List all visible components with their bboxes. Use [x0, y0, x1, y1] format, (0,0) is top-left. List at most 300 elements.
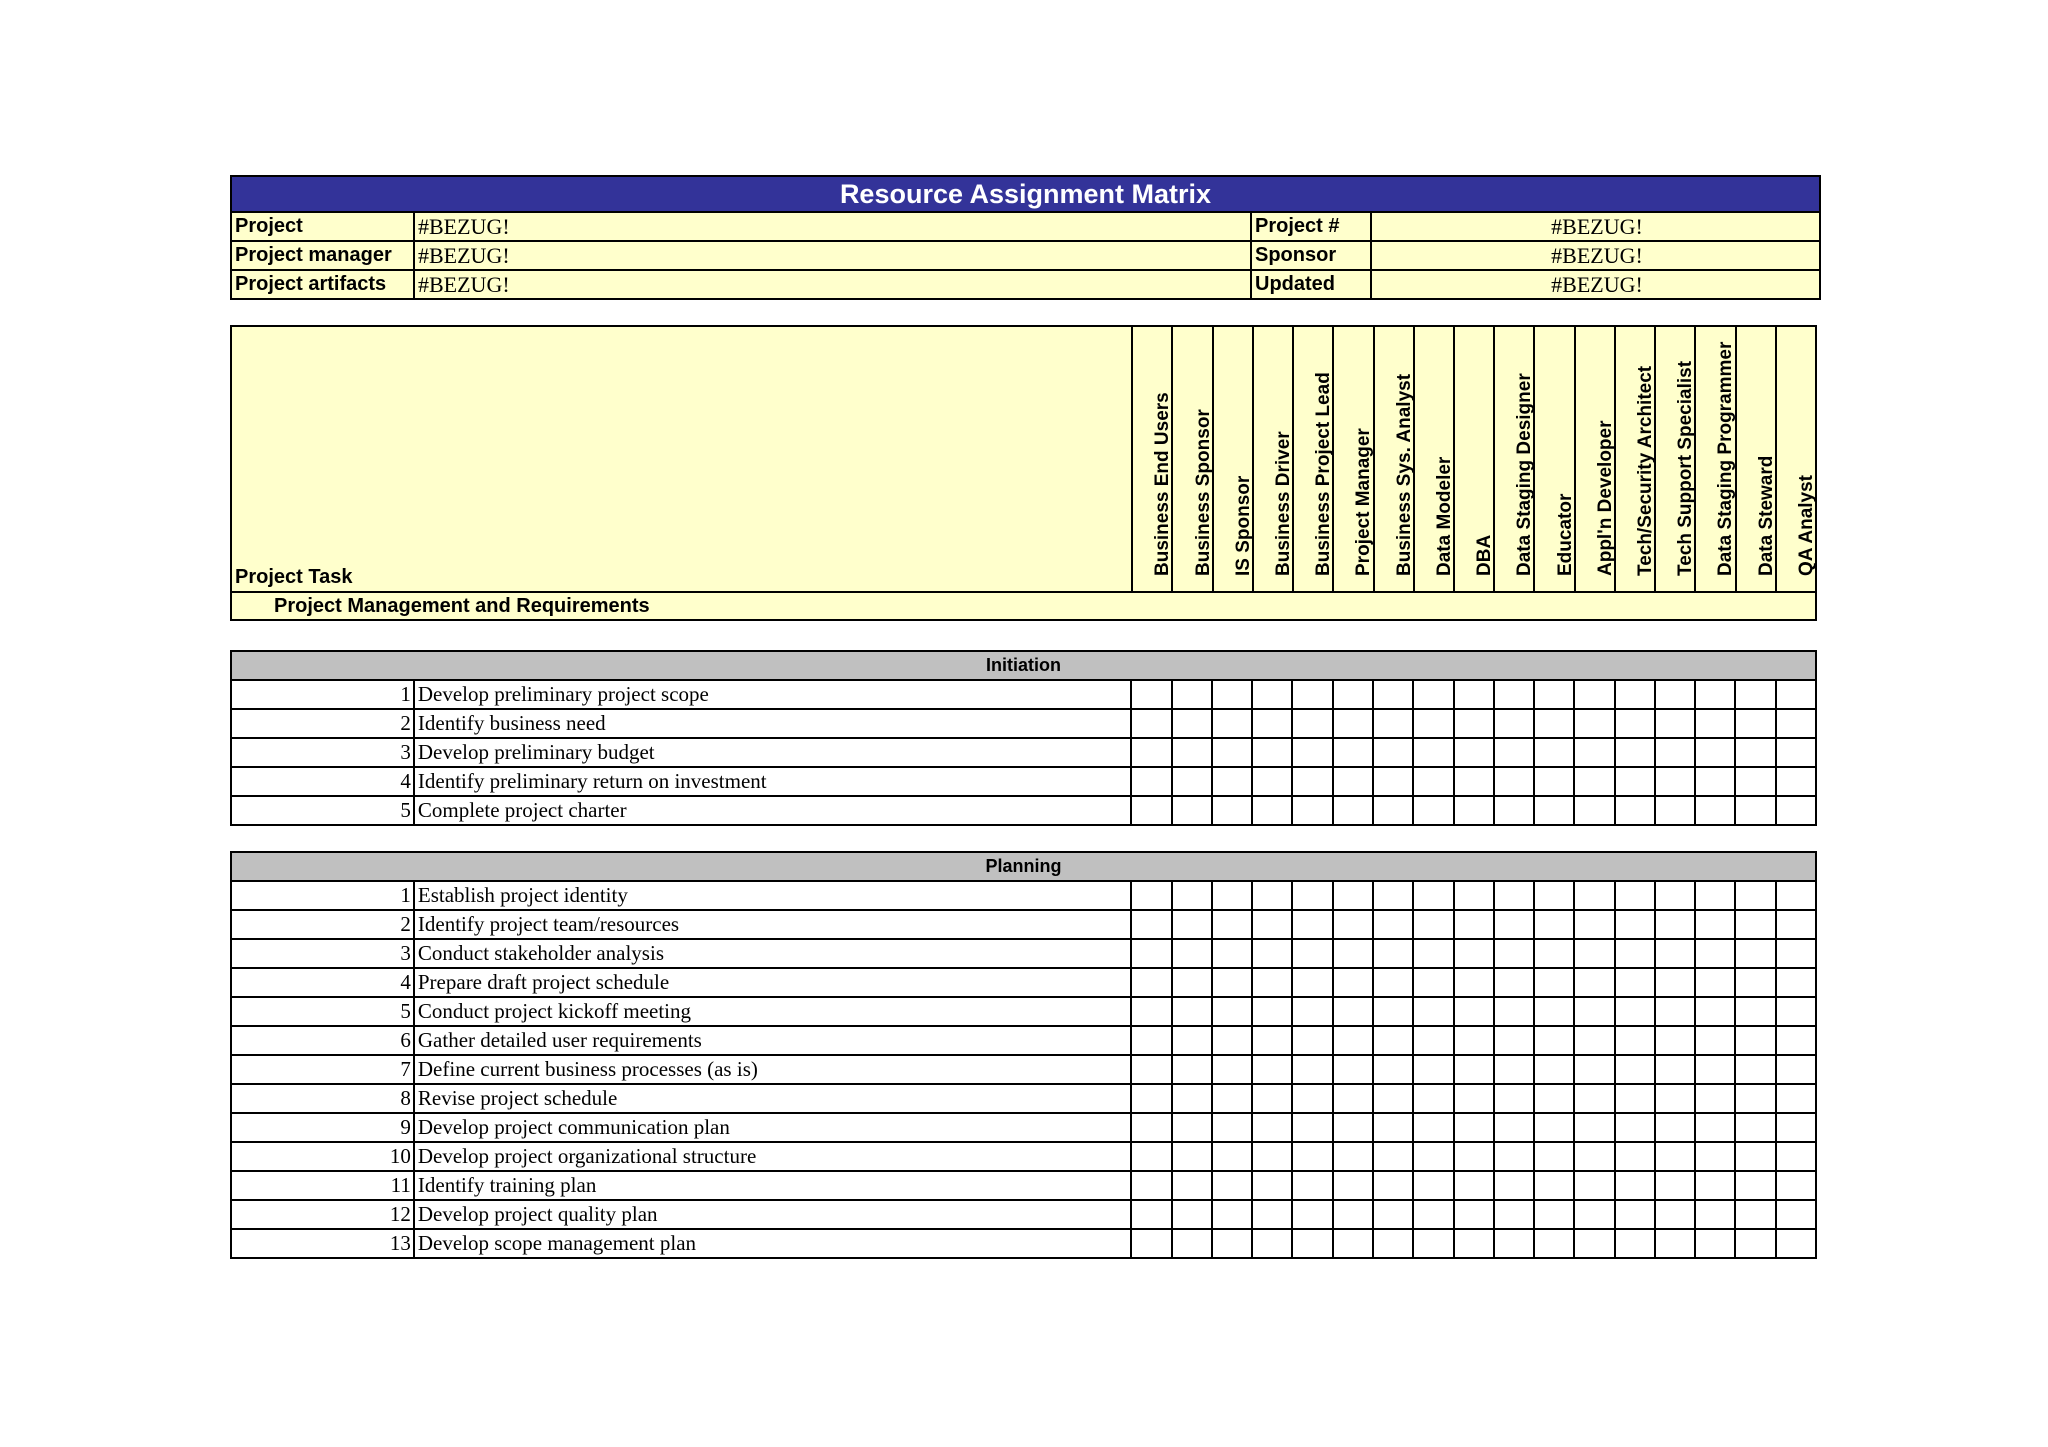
- assignment-cell[interactable]: [1694, 710, 1734, 737]
- assignment-cell[interactable]: [1251, 1114, 1291, 1141]
- assignment-cell[interactable]: [1573, 940, 1613, 967]
- assignment-cell[interactable]: [1412, 710, 1452, 737]
- assignment-cell[interactable]: [1493, 998, 1533, 1025]
- assignment-cell[interactable]: [1130, 739, 1170, 766]
- assignment-cell[interactable]: [1694, 797, 1734, 824]
- assignment-cell[interactable]: [1694, 1143, 1734, 1170]
- assignment-cell[interactable]: [1734, 1230, 1774, 1257]
- assignment-cell[interactable]: [1251, 998, 1291, 1025]
- assignment-cell[interactable]: [1291, 911, 1331, 938]
- assignment-cell[interactable]: [1573, 1114, 1613, 1141]
- assignment-cell[interactable]: [1251, 797, 1291, 824]
- assignment-cell[interactable]: [1453, 1172, 1493, 1199]
- assignment-cell[interactable]: [1614, 969, 1654, 996]
- assignment-cell[interactable]: [1372, 1114, 1412, 1141]
- assignment-cell[interactable]: [1614, 1143, 1654, 1170]
- assignment-cell[interactable]: [1493, 1230, 1533, 1257]
- assignment-cell[interactable]: [1171, 681, 1211, 708]
- assignment-cell[interactable]: [1533, 739, 1573, 766]
- assignment-cell[interactable]: [1694, 1172, 1734, 1199]
- info-value[interactable]: #BEZUG!: [415, 242, 1252, 269]
- assignment-cell[interactable]: [1493, 1027, 1533, 1054]
- assignment-cell[interactable]: [1332, 1027, 1372, 1054]
- assignment-cell[interactable]: [1291, 710, 1331, 737]
- assignment-cell[interactable]: [1533, 1056, 1573, 1083]
- assignment-cell[interactable]: [1775, 1114, 1815, 1141]
- assignment-cell[interactable]: [1453, 969, 1493, 996]
- assignment-cell[interactable]: [1734, 681, 1774, 708]
- assignment-cell[interactable]: [1694, 1114, 1734, 1141]
- assignment-cell[interactable]: [1734, 1056, 1774, 1083]
- assignment-cell[interactable]: [1573, 911, 1613, 938]
- assignment-cell[interactable]: [1453, 1027, 1493, 1054]
- assignment-cell[interactable]: [1130, 1230, 1170, 1257]
- assignment-cell[interactable]: [1251, 1201, 1291, 1228]
- assignment-cell[interactable]: [1171, 797, 1211, 824]
- assignment-cell[interactable]: [1372, 1172, 1412, 1199]
- assignment-cell[interactable]: [1332, 739, 1372, 766]
- assignment-cell[interactable]: [1734, 969, 1774, 996]
- assignment-cell[interactable]: [1775, 1201, 1815, 1228]
- assignment-cell[interactable]: [1251, 882, 1291, 909]
- assignment-cell[interactable]: [1614, 1027, 1654, 1054]
- assignment-cell[interactable]: [1614, 1085, 1654, 1112]
- assignment-cell[interactable]: [1251, 1085, 1291, 1112]
- assignment-cell[interactable]: [1251, 1027, 1291, 1054]
- assignment-cell[interactable]: [1130, 710, 1170, 737]
- assignment-cell[interactable]: [1573, 797, 1613, 824]
- assignment-cell[interactable]: [1775, 940, 1815, 967]
- assignment-cell[interactable]: [1412, 1172, 1452, 1199]
- assignment-cell[interactable]: [1130, 1114, 1170, 1141]
- assignment-cell[interactable]: [1332, 1114, 1372, 1141]
- assignment-cell[interactable]: [1654, 882, 1694, 909]
- assignment-cell[interactable]: [1453, 882, 1493, 909]
- assignment-cell[interactable]: [1211, 998, 1251, 1025]
- assignment-cell[interactable]: [1775, 911, 1815, 938]
- assignment-cell[interactable]: [1251, 940, 1291, 967]
- assignment-cell[interactable]: [1291, 1230, 1331, 1257]
- assignment-cell[interactable]: [1171, 1085, 1211, 1112]
- assignment-cell[interactable]: [1493, 739, 1533, 766]
- assignment-cell[interactable]: [1573, 768, 1613, 795]
- assignment-cell[interactable]: [1372, 797, 1412, 824]
- assignment-cell[interactable]: [1614, 1114, 1654, 1141]
- assignment-cell[interactable]: [1533, 710, 1573, 737]
- assignment-cell[interactable]: [1211, 1201, 1251, 1228]
- assignment-cell[interactable]: [1614, 940, 1654, 967]
- assignment-cell[interactable]: [1493, 1143, 1533, 1170]
- assignment-cell[interactable]: [1734, 797, 1774, 824]
- assignment-cell[interactable]: [1734, 768, 1774, 795]
- assignment-cell[interactable]: [1251, 681, 1291, 708]
- assignment-cell[interactable]: [1453, 998, 1493, 1025]
- assignment-cell[interactable]: [1453, 940, 1493, 967]
- assignment-cell[interactable]: [1171, 882, 1211, 909]
- assignment-cell[interactable]: [1332, 768, 1372, 795]
- assignment-cell[interactable]: [1291, 882, 1331, 909]
- assignment-cell[interactable]: [1453, 1201, 1493, 1228]
- assignment-cell[interactable]: [1453, 739, 1493, 766]
- assignment-cell[interactable]: [1694, 1201, 1734, 1228]
- assignment-cell[interactable]: [1694, 998, 1734, 1025]
- assignment-cell[interactable]: [1291, 1201, 1331, 1228]
- assignment-cell[interactable]: [1533, 882, 1573, 909]
- assignment-cell[interactable]: [1573, 882, 1613, 909]
- assignment-cell[interactable]: [1453, 768, 1493, 795]
- assignment-cell[interactable]: [1614, 1172, 1654, 1199]
- assignment-cell[interactable]: [1775, 681, 1815, 708]
- assignment-cell[interactable]: [1775, 739, 1815, 766]
- info-value[interactable]: #BEZUG!: [1551, 272, 1643, 297]
- assignment-cell[interactable]: [1493, 1056, 1533, 1083]
- assignment-cell[interactable]: [1171, 739, 1211, 766]
- assignment-cell[interactable]: [1573, 710, 1613, 737]
- assignment-cell[interactable]: [1130, 998, 1170, 1025]
- assignment-cell[interactable]: [1493, 940, 1533, 967]
- assignment-cell[interactable]: [1573, 1201, 1613, 1228]
- assignment-cell[interactable]: [1453, 911, 1493, 938]
- assignment-cell[interactable]: [1291, 940, 1331, 967]
- assignment-cell[interactable]: [1130, 1201, 1170, 1228]
- assignment-cell[interactable]: [1654, 1027, 1694, 1054]
- assignment-cell[interactable]: [1211, 1056, 1251, 1083]
- assignment-cell[interactable]: [1654, 797, 1694, 824]
- assignment-cell[interactable]: [1614, 998, 1654, 1025]
- assignment-cell[interactable]: [1694, 1056, 1734, 1083]
- assignment-cell[interactable]: [1291, 1114, 1331, 1141]
- assignment-cell[interactable]: [1171, 1027, 1211, 1054]
- assignment-cell[interactable]: [1694, 768, 1734, 795]
- assignment-cell[interactable]: [1291, 1027, 1331, 1054]
- assignment-cell[interactable]: [1614, 768, 1654, 795]
- assignment-cell[interactable]: [1251, 710, 1291, 737]
- assignment-cell[interactable]: [1332, 1230, 1372, 1257]
- assignment-cell[interactable]: [1130, 797, 1170, 824]
- assignment-cell[interactable]: [1493, 1172, 1533, 1199]
- assignment-cell[interactable]: [1372, 1143, 1412, 1170]
- assignment-cell[interactable]: [1332, 940, 1372, 967]
- assignment-cell[interactable]: [1453, 1056, 1493, 1083]
- assignment-cell[interactable]: [1775, 768, 1815, 795]
- assignment-cell[interactable]: [1291, 998, 1331, 1025]
- assignment-cell[interactable]: [1171, 1114, 1211, 1141]
- assignment-cell[interactable]: [1453, 797, 1493, 824]
- assignment-cell[interactable]: [1332, 882, 1372, 909]
- assignment-cell[interactable]: [1130, 1027, 1170, 1054]
- info-value[interactable]: #BEZUG!: [415, 271, 1252, 298]
- assignment-cell[interactable]: [1291, 1172, 1331, 1199]
- assignment-cell[interactable]: [1694, 969, 1734, 996]
- assignment-cell[interactable]: [1533, 998, 1573, 1025]
- assignment-cell[interactable]: [1573, 739, 1613, 766]
- assignment-cell[interactable]: [1332, 998, 1372, 1025]
- assignment-cell[interactable]: [1130, 969, 1170, 996]
- assignment-cell[interactable]: [1533, 681, 1573, 708]
- assignment-cell[interactable]: [1372, 1056, 1412, 1083]
- assignment-cell[interactable]: [1453, 1085, 1493, 1112]
- assignment-cell[interactable]: [1412, 1143, 1452, 1170]
- assignment-cell[interactable]: [1211, 710, 1251, 737]
- assignment-cell[interactable]: [1694, 681, 1734, 708]
- assignment-cell[interactable]: [1372, 1230, 1412, 1257]
- assignment-cell[interactable]: [1171, 1143, 1211, 1170]
- assignment-cell[interactable]: [1734, 1201, 1774, 1228]
- assignment-cell[interactable]: [1734, 1027, 1774, 1054]
- assignment-cell[interactable]: [1734, 1143, 1774, 1170]
- assignment-cell[interactable]: [1171, 710, 1211, 737]
- assignment-cell[interactable]: [1614, 1230, 1654, 1257]
- assignment-cell[interactable]: [1372, 739, 1412, 766]
- assignment-cell[interactable]: [1614, 797, 1654, 824]
- assignment-cell[interactable]: [1130, 1056, 1170, 1083]
- assignment-cell[interactable]: [1372, 681, 1412, 708]
- assignment-cell[interactable]: [1332, 710, 1372, 737]
- assignment-cell[interactable]: [1533, 1085, 1573, 1112]
- assignment-cell[interactable]: [1775, 797, 1815, 824]
- assignment-cell[interactable]: [1412, 768, 1452, 795]
- assignment-cell[interactable]: [1130, 768, 1170, 795]
- assignment-cell[interactable]: [1412, 969, 1452, 996]
- assignment-cell[interactable]: [1775, 1172, 1815, 1199]
- assignment-cell[interactable]: [1332, 1056, 1372, 1083]
- assignment-cell[interactable]: [1372, 969, 1412, 996]
- assignment-cell[interactable]: [1734, 1085, 1774, 1112]
- assignment-cell[interactable]: [1775, 1143, 1815, 1170]
- assignment-cell[interactable]: [1694, 1230, 1734, 1257]
- assignment-cell[interactable]: [1211, 882, 1251, 909]
- assignment-cell[interactable]: [1493, 1201, 1533, 1228]
- assignment-cell[interactable]: [1775, 998, 1815, 1025]
- assignment-cell[interactable]: [1211, 768, 1251, 795]
- assignment-cell[interactable]: [1493, 882, 1533, 909]
- assignment-cell[interactable]: [1291, 768, 1331, 795]
- assignment-cell[interactable]: [1775, 969, 1815, 996]
- assignment-cell[interactable]: [1291, 1056, 1331, 1083]
- assignment-cell[interactable]: [1654, 1114, 1694, 1141]
- assignment-cell[interactable]: [1171, 998, 1211, 1025]
- assignment-cell[interactable]: [1654, 1143, 1694, 1170]
- assignment-cell[interactable]: [1533, 797, 1573, 824]
- assignment-cell[interactable]: [1251, 1143, 1291, 1170]
- assignment-cell[interactable]: [1291, 681, 1331, 708]
- assignment-cell[interactable]: [1291, 739, 1331, 766]
- assignment-cell[interactable]: [1211, 1114, 1251, 1141]
- assignment-cell[interactable]: [1694, 1085, 1734, 1112]
- assignment-cell[interactable]: [1493, 768, 1533, 795]
- assignment-cell[interactable]: [1372, 710, 1412, 737]
- assignment-cell[interactable]: [1734, 911, 1774, 938]
- assignment-cell[interactable]: [1654, 1056, 1694, 1083]
- assignment-cell[interactable]: [1412, 681, 1452, 708]
- assignment-cell[interactable]: [1372, 1201, 1412, 1228]
- assignment-cell[interactable]: [1453, 681, 1493, 708]
- info-value[interactable]: #BEZUG!: [1551, 243, 1643, 268]
- assignment-cell[interactable]: [1734, 998, 1774, 1025]
- assignment-cell[interactable]: [1251, 1172, 1291, 1199]
- assignment-cell[interactable]: [1654, 1230, 1694, 1257]
- assignment-cell[interactable]: [1533, 940, 1573, 967]
- assignment-cell[interactable]: [1694, 911, 1734, 938]
- assignment-cell[interactable]: [1130, 911, 1170, 938]
- assignment-cell[interactable]: [1372, 998, 1412, 1025]
- assignment-cell[interactable]: [1573, 998, 1613, 1025]
- assignment-cell[interactable]: [1775, 710, 1815, 737]
- assignment-cell[interactable]: [1412, 1027, 1452, 1054]
- assignment-cell[interactable]: [1614, 911, 1654, 938]
- assignment-cell[interactable]: [1734, 710, 1774, 737]
- assignment-cell[interactable]: [1453, 1143, 1493, 1170]
- assignment-cell[interactable]: [1211, 1085, 1251, 1112]
- assignment-cell[interactable]: [1332, 1085, 1372, 1112]
- assignment-cell[interactable]: [1453, 710, 1493, 737]
- assignment-cell[interactable]: [1412, 882, 1452, 909]
- assignment-cell[interactable]: [1130, 681, 1170, 708]
- assignment-cell[interactable]: [1251, 1230, 1291, 1257]
- assignment-cell[interactable]: [1614, 1201, 1654, 1228]
- assignment-cell[interactable]: [1171, 940, 1211, 967]
- assignment-cell[interactable]: [1614, 710, 1654, 737]
- assignment-cell[interactable]: [1332, 1201, 1372, 1228]
- assignment-cell[interactable]: [1775, 882, 1815, 909]
- assignment-cell[interactable]: [1291, 1143, 1331, 1170]
- assignment-cell[interactable]: [1734, 882, 1774, 909]
- assignment-cell[interactable]: [1332, 911, 1372, 938]
- assignment-cell[interactable]: [1412, 739, 1452, 766]
- assignment-cell[interactable]: [1211, 681, 1251, 708]
- assignment-cell[interactable]: [1734, 1172, 1774, 1199]
- assignment-cell[interactable]: [1573, 1085, 1613, 1112]
- assignment-cell[interactable]: [1694, 882, 1734, 909]
- assignment-cell[interactable]: [1734, 940, 1774, 967]
- assignment-cell[interactable]: [1533, 1230, 1573, 1257]
- assignment-cell[interactable]: [1573, 1056, 1613, 1083]
- assignment-cell[interactable]: [1291, 1085, 1331, 1112]
- assignment-cell[interactable]: [1533, 768, 1573, 795]
- assignment-cell[interactable]: [1694, 1027, 1734, 1054]
- assignment-cell[interactable]: [1412, 998, 1452, 1025]
- assignment-cell[interactable]: [1493, 681, 1533, 708]
- assignment-cell[interactable]: [1493, 1114, 1533, 1141]
- assignment-cell[interactable]: [1412, 940, 1452, 967]
- assignment-cell[interactable]: [1493, 1085, 1533, 1112]
- assignment-cell[interactable]: [1130, 1085, 1170, 1112]
- assignment-cell[interactable]: [1533, 1027, 1573, 1054]
- assignment-cell[interactable]: [1211, 797, 1251, 824]
- assignment-cell[interactable]: [1171, 768, 1211, 795]
- assignment-cell[interactable]: [1372, 768, 1412, 795]
- assignment-cell[interactable]: [1614, 739, 1654, 766]
- assignment-cell[interactable]: [1251, 1056, 1291, 1083]
- assignment-cell[interactable]: [1211, 1230, 1251, 1257]
- assignment-cell[interactable]: [1775, 1056, 1815, 1083]
- assignment-cell[interactable]: [1412, 911, 1452, 938]
- assignment-cell[interactable]: [1332, 681, 1372, 708]
- assignment-cell[interactable]: [1694, 739, 1734, 766]
- assignment-cell[interactable]: [1412, 1085, 1452, 1112]
- assignment-cell[interactable]: [1412, 1114, 1452, 1141]
- assignment-cell[interactable]: [1211, 911, 1251, 938]
- assignment-cell[interactable]: [1251, 969, 1291, 996]
- assignment-cell[interactable]: [1573, 1027, 1613, 1054]
- assignment-cell[interactable]: [1493, 710, 1533, 737]
- assignment-cell[interactable]: [1734, 739, 1774, 766]
- assignment-cell[interactable]: [1251, 911, 1291, 938]
- assignment-cell[interactable]: [1412, 1230, 1452, 1257]
- assignment-cell[interactable]: [1694, 940, 1734, 967]
- assignment-cell[interactable]: [1332, 797, 1372, 824]
- assignment-cell[interactable]: [1654, 911, 1694, 938]
- assignment-cell[interactable]: [1332, 1172, 1372, 1199]
- assignment-cell[interactable]: [1171, 1201, 1211, 1228]
- assignment-cell[interactable]: [1493, 911, 1533, 938]
- assignment-cell[interactable]: [1372, 1027, 1412, 1054]
- assignment-cell[interactable]: [1453, 1230, 1493, 1257]
- assignment-cell[interactable]: [1493, 797, 1533, 824]
- assignment-cell[interactable]: [1614, 882, 1654, 909]
- assignment-cell[interactable]: [1372, 911, 1412, 938]
- assignment-cell[interactable]: [1211, 1172, 1251, 1199]
- assignment-cell[interactable]: [1130, 1172, 1170, 1199]
- assignment-cell[interactable]: [1251, 739, 1291, 766]
- assignment-cell[interactable]: [1654, 681, 1694, 708]
- assignment-cell[interactable]: [1654, 768, 1694, 795]
- assignment-cell[interactable]: [1654, 998, 1694, 1025]
- assignment-cell[interactable]: [1171, 911, 1211, 938]
- assignment-cell[interactable]: [1493, 969, 1533, 996]
- assignment-cell[interactable]: [1211, 1143, 1251, 1170]
- assignment-cell[interactable]: [1533, 911, 1573, 938]
- assignment-cell[interactable]: [1573, 1143, 1613, 1170]
- assignment-cell[interactable]: [1533, 1143, 1573, 1170]
- assignment-cell[interactable]: [1775, 1230, 1815, 1257]
- assignment-cell[interactable]: [1734, 1114, 1774, 1141]
- assignment-cell[interactable]: [1654, 1201, 1694, 1228]
- assignment-cell[interactable]: [1130, 882, 1170, 909]
- assignment-cell[interactable]: [1171, 969, 1211, 996]
- assignment-cell[interactable]: [1573, 969, 1613, 996]
- assignment-cell[interactable]: [1533, 1114, 1573, 1141]
- assignment-cell[interactable]: [1372, 882, 1412, 909]
- assignment-cell[interactable]: [1130, 1143, 1170, 1170]
- assignment-cell[interactable]: [1332, 969, 1372, 996]
- assignment-cell[interactable]: [1654, 969, 1694, 996]
- assignment-cell[interactable]: [1372, 940, 1412, 967]
- assignment-cell[interactable]: [1211, 969, 1251, 996]
- assignment-cell[interactable]: [1332, 1143, 1372, 1170]
- assignment-cell[interactable]: [1211, 940, 1251, 967]
- info-value[interactable]: #BEZUG!: [415, 213, 1252, 240]
- assignment-cell[interactable]: [1654, 739, 1694, 766]
- assignment-cell[interactable]: [1533, 969, 1573, 996]
- assignment-cell[interactable]: [1211, 1027, 1251, 1054]
- assignment-cell[interactable]: [1372, 1085, 1412, 1112]
- assignment-cell[interactable]: [1291, 969, 1331, 996]
- assignment-cell[interactable]: [1412, 1201, 1452, 1228]
- assignment-cell[interactable]: [1614, 1056, 1654, 1083]
- assignment-cell[interactable]: [1533, 1172, 1573, 1199]
- assignment-cell[interactable]: [1654, 1172, 1694, 1199]
- assignment-cell[interactable]: [1533, 1201, 1573, 1228]
- assignment-cell[interactable]: [1412, 797, 1452, 824]
- assignment-cell[interactable]: [1453, 1114, 1493, 1141]
- assignment-cell[interactable]: [1412, 1056, 1452, 1083]
- assignment-cell[interactable]: [1171, 1056, 1211, 1083]
- assignment-cell[interactable]: [1654, 940, 1694, 967]
- assignment-cell[interactable]: [1171, 1172, 1211, 1199]
- assignment-cell[interactable]: [1654, 1085, 1694, 1112]
- assignment-cell[interactable]: [1291, 797, 1331, 824]
